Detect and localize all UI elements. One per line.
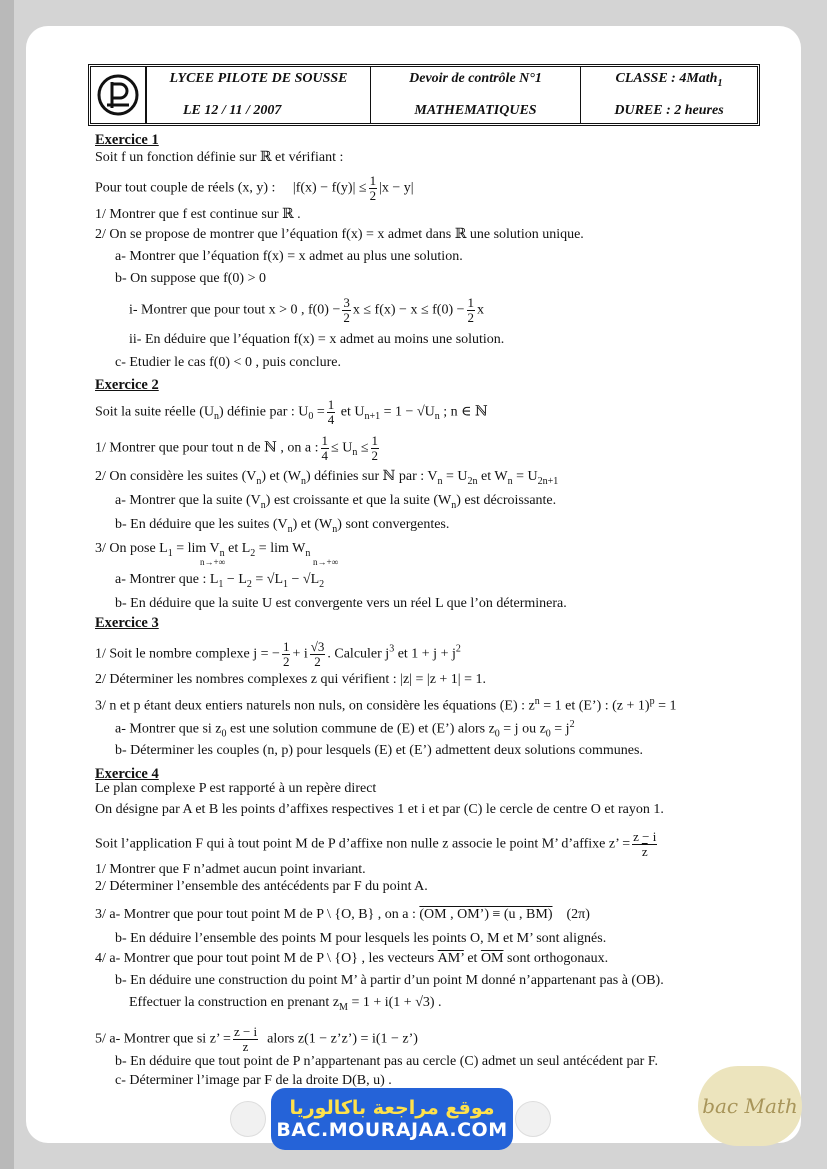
ex4-line: b- En déduire que tout point de P n’appartenant pas au cercle (C) admet un seul antécédent par F. [115, 1054, 658, 1069]
ex2-line: 3/ On pose $L_1 = \lim V_n$ et $L_2 = \lim W_n$ [95, 541, 311, 559]
decorative-badge-icon [230, 1101, 266, 1137]
ex2-line: a- Montrer que la suite $(V_n)$ est croissante et que la suite $(W_n)$ est décroissante. [115, 493, 557, 511]
ex3-line: 3/ n et p étant deux entiers naturels non nuls, on considère les équations (E) : $z^n = 1$ et (E’) : $(z + 1)^p = 1$ [95, 696, 677, 714]
school-cell [147, 67, 371, 123]
exercise-1-title: Exercice 1 [95, 132, 159, 148]
class-label: CLASSE : 4Math$_1$ [615, 71, 723, 89]
ex1-line: b- On suppose que f(0) > 0 [115, 271, 266, 286]
exam-duration: DUREE : 2 heures [614, 103, 724, 118]
ex1-line: a- Montrer que l’équation f(x) = x admet au plus une solution. [115, 249, 463, 264]
ex1-line: 2/ On se propose de montrer que l’équation f(x) = x admet dans ℝ une solution unique. [95, 227, 584, 242]
ex4-line: b- En déduire une construction du point M’ à partir d’un point M donné n’appartenant pas à (OB). [115, 973, 664, 988]
school-logo-cell [91, 67, 147, 123]
class-cell [581, 67, 757, 123]
ex4-line: Le plan complexe P est rapporté à un repère direct [95, 781, 377, 796]
ex2-line: b- En déduire que les suites $(V_n)$ et $(W_n)$ sont convergentes. [115, 517, 450, 535]
exercise-4-title: Exercice 4 [95, 766, 159, 782]
banner-site-url: BAC.MOURAJAA.COM [276, 1119, 508, 1141]
ex4-line: 4/ a- Montrer que pour tout point M de P \ {O} , les vecteurs AM’ et $\overline{OM}$ sont orthogonaux. [95, 951, 609, 966]
ex3-line: a- Montrer que si $z_0$ est une solution commune de (E) et (E’) alors $z_0 = j$ ou $z_0 = j^2$ [115, 719, 575, 740]
ex4-line: Effectuer la construction en prenant $z_M = 1 + i(1 + √3)$ . [129, 995, 442, 1013]
exam-title: Devoir de contrôle N°1 [409, 71, 542, 86]
ex2-line: b- En déduire que la suite U est convergente vers un réel L que l’on déterminera. [115, 596, 567, 611]
ex4-line: 1/ Montrer que F n’admet aucun point invariant. [95, 862, 366, 877]
bac-math-logo: bac Math [698, 1066, 802, 1146]
school-logo-icon [95, 72, 141, 118]
ex3-line: 1/ Soit le nombre complexe j = − $\frac{1}{2}$ + i $\frac{√3}{2}$ . Calculer $j^3$ et $1 + j + j^2$ [95, 639, 461, 669]
ex1-line: Pour tout couple de réels (x, y) : |f(x) − f(y)| ≤ $\frac{1}{2}$ |x − y| [95, 173, 414, 203]
exercise-2-title: Exercice 2 [95, 377, 159, 393]
ex4-line: 5/ a- Montrer que si z’ = $\frac{z - i}{z}$ alors z(1 − z’z’) = i(1 − z’) [95, 1024, 418, 1054]
ex4-line: On désigne par A et B les points d’affixes respectives 1 et i et par (C) le cercle de centre O et rayon 1. [95, 802, 664, 817]
ex2-line: 1/ Montrer que pour tout n de ℕ , on a : $\frac{1}{4}$ ≤ $U_n$ ≤ $\frac{1}{2}$ [95, 433, 379, 463]
lim-subscript: n→+∞ [200, 557, 225, 567]
page-frame-edge [0, 0, 14, 1169]
lim-subscript: n→+∞ [313, 557, 338, 567]
exercise-3-title: Exercice 3 [95, 615, 159, 631]
ex4-line: 2/ Déterminer l’ensemble des antécédents par F du point A. [95, 879, 428, 894]
ex4-line: c- Déterminer l’image par F de la droite D(B, u) . [115, 1073, 392, 1088]
ex4-line: Soit l’application F qui à tout point M de P d’affixe non nulle z associe le point M’ d’affixe z’ = $\frac{z - i}{z}$ [95, 829, 657, 859]
site-banner[interactable] [271, 1088, 513, 1150]
ex3-line: 2/ Déterminer les nombres complexes z qui vérifient : |z| = |z + 1| = 1. [95, 672, 487, 687]
exam-header [88, 64, 760, 126]
ex2-line: Soit la suite réelle $(U_n)$ définie par : $U_0$ = $\frac{1}{4}$ et $U_{n+1} = 1 - √U_n$ ; n ∈ ℕ [95, 397, 488, 427]
ex2-line: 2/ On considère les suites $(V_n)$ et $(W_n)$ définies sur ℕ par : $V_n = U_{2n}$ et $W_n = U_{2n+1}$ [95, 469, 559, 487]
ex1-line: 1/ Montrer que f est continue sur ℝ . [95, 207, 301, 222]
decorative-badge-icon [515, 1101, 551, 1137]
ex1-line: Soit f un fonction définie sur ℝ et vérifiant : [95, 150, 344, 165]
ex4-line: 3/ a- Montrer que pour tout point M de P \ {O, B} , on a : (OM , OM’) ≡ (u , BM) (2π) [95, 907, 590, 922]
ex4-line: b- En déduire l’ensemble des points M pour lesquels les points O, M et M’ sont alignés. [115, 931, 607, 946]
exam-subject: MATHEMATIQUES [414, 103, 537, 118]
ex2-line: a- Montrer que : $L_1 - L_2 = √L_1 - √L_2$ [115, 572, 325, 590]
school-name: LYCEE PILOTE DE SOUSSE [169, 71, 348, 86]
ex1-line: ii- En déduire que l’équation f(x) = x admet au moins une solution. [129, 332, 505, 347]
exam-cell [371, 67, 581, 123]
ex3-line: b- Déterminer les couples (n, p) pour lesquels (E) et (E’) admettent deux solutions communes. [115, 743, 643, 758]
banner-arabic-text: موقع مراجعة باكالوريا [289, 1097, 495, 1119]
ex1-line: i- Montrer que pour tout x > 0 , f(0) − $\frac{3}{2}$ x ≤ f(x) − x ≤ f(0) − $\frac{1}{2}$ x [129, 295, 485, 325]
ex1-line: c- Etudier le cas f(0) < 0 , puis conclure. [115, 355, 341, 370]
exam-date: LE 12 / 11 / 2007 [183, 103, 282, 118]
